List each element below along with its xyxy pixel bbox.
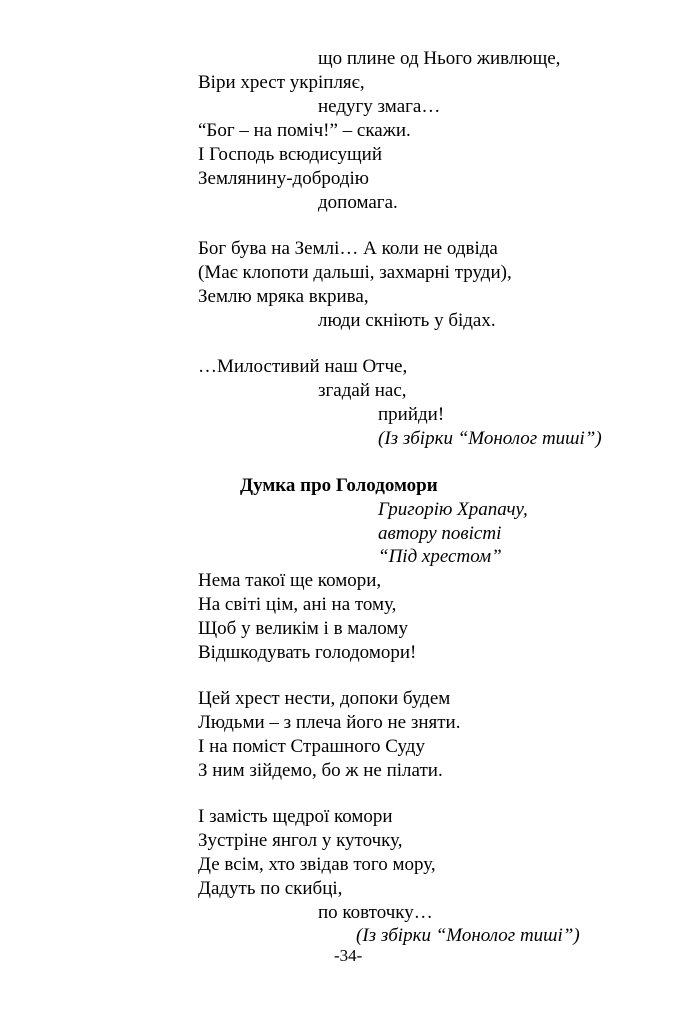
poem-line: згадай нас, (318, 380, 407, 401)
poem-line: На світі цім, ані на тому, (198, 594, 397, 615)
poem-line: по ковточку… (318, 902, 433, 923)
poem-line: Нема такої ще комори, (198, 570, 382, 591)
page-number: -34- (334, 946, 363, 965)
poem-source: (Із збірки “Монолог тиші”) (356, 925, 580, 946)
poem-line: Землянину-добродію (198, 168, 369, 189)
poem-line: люди скніють у бідах. (318, 310, 496, 331)
poem-line: І на поміст Страшного Суду (198, 736, 425, 757)
poem-title: Думка про Голодомори (240, 475, 438, 496)
poem-line: І Господь всюдисущий (198, 144, 383, 165)
poem-line: допомага. (318, 192, 398, 213)
poem-dedication-line: Григорію Храпачу, (378, 499, 528, 520)
poem-line: Щоб у великім і в малому (198, 618, 408, 639)
poem-line: З ним зійдемо, бо ж не пілати. (198, 760, 443, 781)
poem-line: І замість щедрої комори (198, 806, 393, 827)
poem-line: “Бог – на поміч!” – скажи. (198, 120, 411, 141)
poem-line: Відшкодувать голодомори! (198, 642, 417, 663)
poem-line: Землю мряка вкрива, (198, 286, 369, 307)
poem-line: (Має клопоти дальші, захмарні труди), (198, 262, 512, 283)
poem-source: (Із збірки “Монолог тиші”) (378, 428, 602, 449)
poem-dedication-line: “Під хрестом” (378, 546, 502, 567)
poem-line: Дадуть по скибці, (198, 878, 343, 899)
poem-line: недугу змага… (318, 96, 441, 117)
poem-line: Де всім, хто звідав того мору, (198, 854, 436, 875)
poem-dedication-line: автору повісті (378, 523, 502, 544)
poem-line: Зустріне янгол у куточку, (198, 830, 403, 851)
poem-line: Віри хрест укріпляє, (198, 72, 365, 93)
poem-line: що плине од Нього живлюще, (318, 48, 561, 69)
poem-line: …Милостивий наш Отче, (198, 356, 408, 377)
poem-line: прийди! (378, 404, 445, 425)
poem-line: Бог бува на Землі… А коли не одвіда (198, 238, 498, 259)
poem-line: Людьми – з плеча його не зняти. (198, 712, 461, 733)
poem-line: Цей хрест нести, допоки будем (198, 688, 451, 709)
